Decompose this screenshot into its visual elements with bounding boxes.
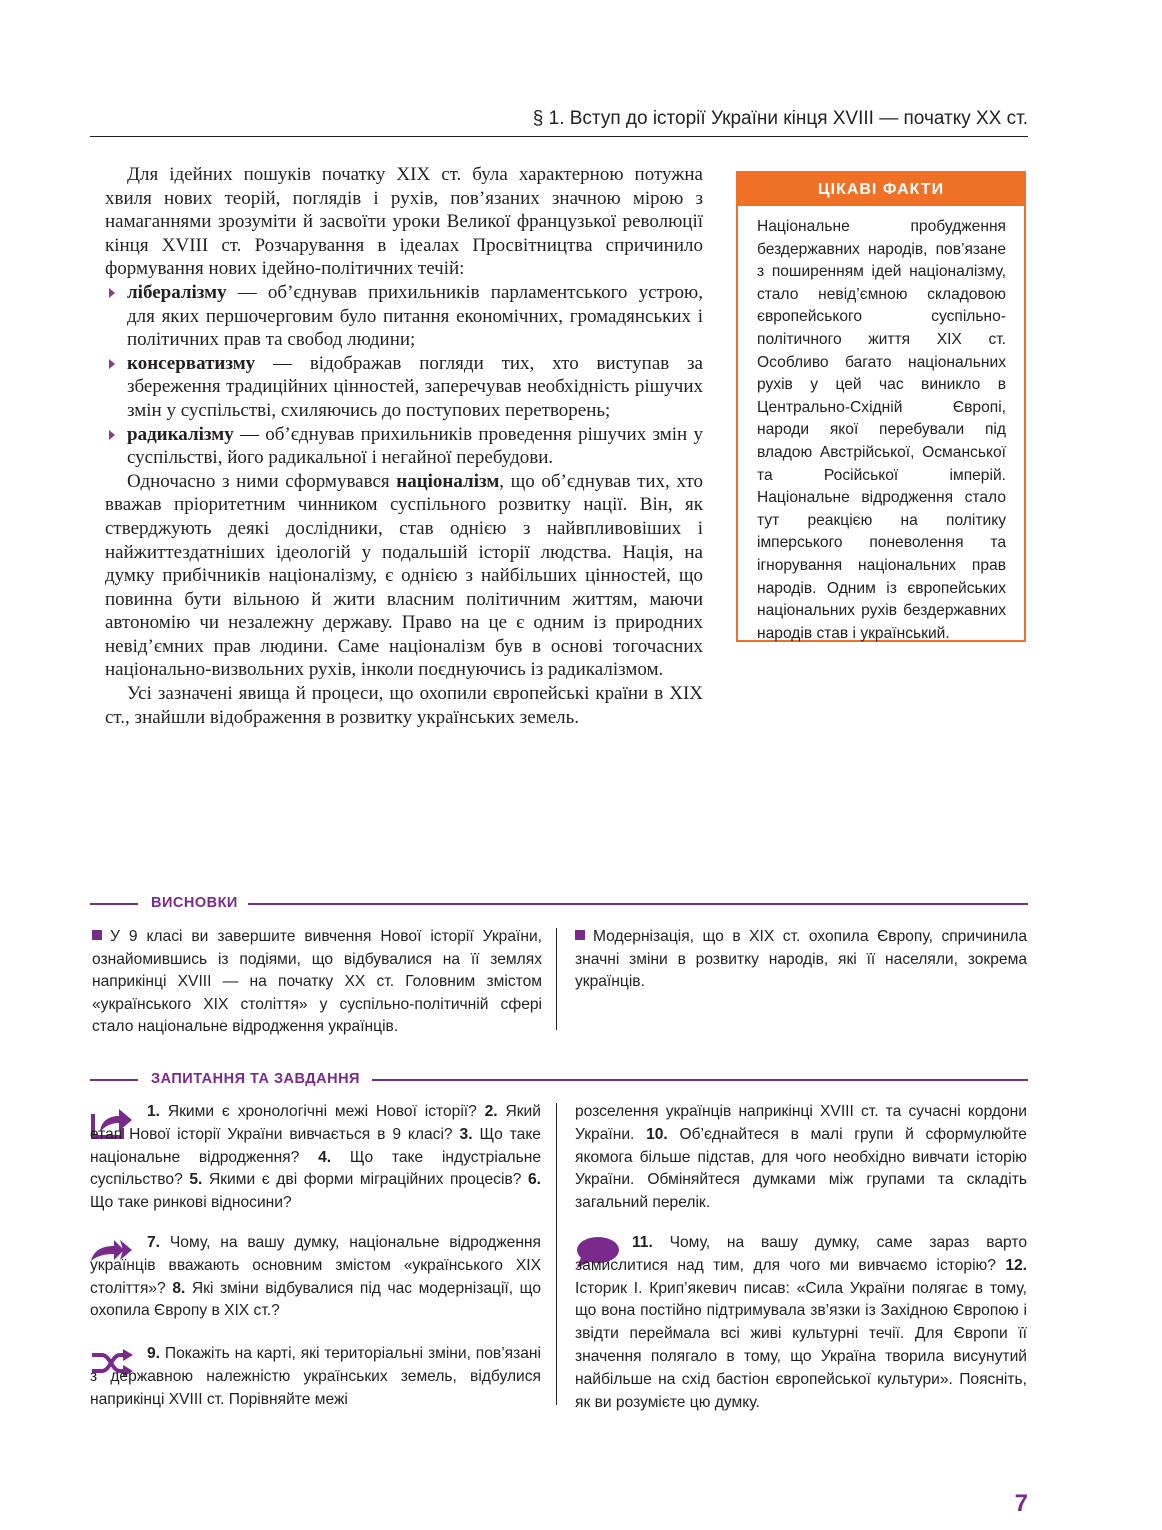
bullet-radicalism: радикалізму — об’єднував прихильників проведення рішучих змін у суспільстві, його радикальної і негайної перебудови. [105,423,703,470]
running-header: § 1. Вступ до історії України кінця XVIII — початку XX ст. [532,108,1028,129]
facts-text: Національне пробудження бездержавних народів, пов’язане з поширенням ідей націоналізму, стало невід’ємною складовою європейського суспільно-політичного життя XIX ст. Особливо багато національних рухів у цей час виникло в Центрально-Східній Європі, народи якої перебували під владою Австрійської, Османської та Російської імперій. Національне відродження стало тут реакцією на політику імперського поневолення та ігнорування національних прав народів. Одним із європейських національних рухів бездержавних народів став і український. [757,218,1006,642]
header-rule [90,136,1028,137]
questions-divider [556,1103,557,1405]
bullet-conservatism: консерватизму — відображав погляди тих, хто виступав за збереження традиційних цінностей, заперечував необхідність рішучих змін у суспільстві, схиляючись до поступових перетворень; [105,352,703,423]
interesting-facts-box [736,171,1026,642]
triangle-bullet-icon [109,430,115,440]
square-bullet-icon [575,930,585,940]
facts-title: ЦІКАВІ ФАКТИ [738,173,1024,206]
conclusion-right: Модернізація, що в XIX ст. охопила Європу, спричинила значні зміни в розвитку народів, які її населяли, зокрема українців. [575,928,1027,991]
questions-block-2: 7. Чому, на вашу думку, національне відродження українців вважають основним змістом «українського XIX століття»? 8. Які зміни відбувалися під час модернізації, що охопила Європу в XIX ст.? [90,1234,542,1320]
questions-block-5: 11. Чому, на вашу думку, саме зараз варто замислитися над тим, для чого ми вивчаємо історію? 12. Історик І. Крип’якевич писав: «Сила України полягає в тому, що вона постійно підтримувала зв’язки із Західною Європою і звідти переймала всі живі культурні течії. Для Європи її значення полягало в тому, що Україна творила висунутий найбільше на схід бастіон європейської культури». Поясніть, як ви розумієте цю думку. [575,1234,1027,1411]
nationalism-paragraph: Одночасно з ними сформувався націоналізм, що об’єднував тих, хто вважав пріоритетним чинником суспільного розвитку нації. Він, як стверджують деякі дослідники, став однією з найвпливовіших і найжиттездатніших ідеологій у подальшій історії людства. Нація, на думку прибічників націоналізму, є однією з найбільших цінностей, що повинна бути вільною й жити власним політичним життям, маючи автономію чи незалежну державу. Право на це є одним із природних невід’ємних прав людини. Саме націоналізм був в основі тогочасних національно-визвольних рухів, інколи поєднуючись із радикалізмом. [105,470,703,681]
conclusions-heading: ВИСНОВКИ [90,893,1028,913]
closing-paragraph: Усі зазначені явища й процеси, що охопили європейські країни в XIX ст., знайшли відображення в розвитку українських земель. [105,683,703,728]
triangle-bullet-icon [109,288,115,298]
page-number: 7 [1014,1490,1028,1517]
main-text [105,163,703,729]
questions-block-3: 9. Покажіть на карті, які територіальні зміни, пов’язані з державною належністю українських земель, відбулися наприкінці XVIII ст. Порівняйте межі [90,1345,541,1408]
bullet-liberalism: лібералізму — об’єднував прихильників парламентського устрою, для яких першочерговим було питання економічних, громадянських і політичних прав та свобод людини; [105,281,703,352]
conclusions-divider [556,928,557,1030]
questions-heading: ЗАПИТАННЯ ТА ЗАВДАННЯ [90,1069,1028,1089]
questions-block-1: 1. Якими є хронологічні межі Нової історії? 2. Який етап Нової історії України вивчається в 9 класі? 3. Що таке національне відродження? 4. Що таке індустріальне суспільство? 5. Якими є дві форми міграційних процесів? 6. Що таке ринкові відносини? [90,1103,542,1212]
square-bullet-icon [92,930,102,940]
questions-block-4: розселення українців наприкінці XVIII ст. та сучасні кордони України. 10. Об’єднайтеся в малі групи й сформулюйте якомога більше підстав, для чого необхідно вивчати історію України. Обміняйтеся думками між групами та складіть загальний перелік. [575,1103,1027,1212]
intro-paragraph: Для ідейних пошуків початку XIX ст. була характерною потужна хвиля нових теорій, поглядів і рухів, пов’язаних значною мірою з намаганнями зрозуміти й засвоїти уроки Великої французької революції кінця XVIII ст. Розчарування в ідеалах Просвітництва спричинило формування нових ідейно-політичних течій: [105,164,703,280]
conclusion-left: У 9 класі ви завершите вивчення Нової історії України, ознайомившись із подіями, що відбувалися на її землях наприкінці XVIII — на початку XX ст. Головним змістом «українського XIX століття» у суспільно-політичній сфері стало національне відродження українців. [92,928,542,1036]
triangle-bullet-icon [109,359,115,369]
